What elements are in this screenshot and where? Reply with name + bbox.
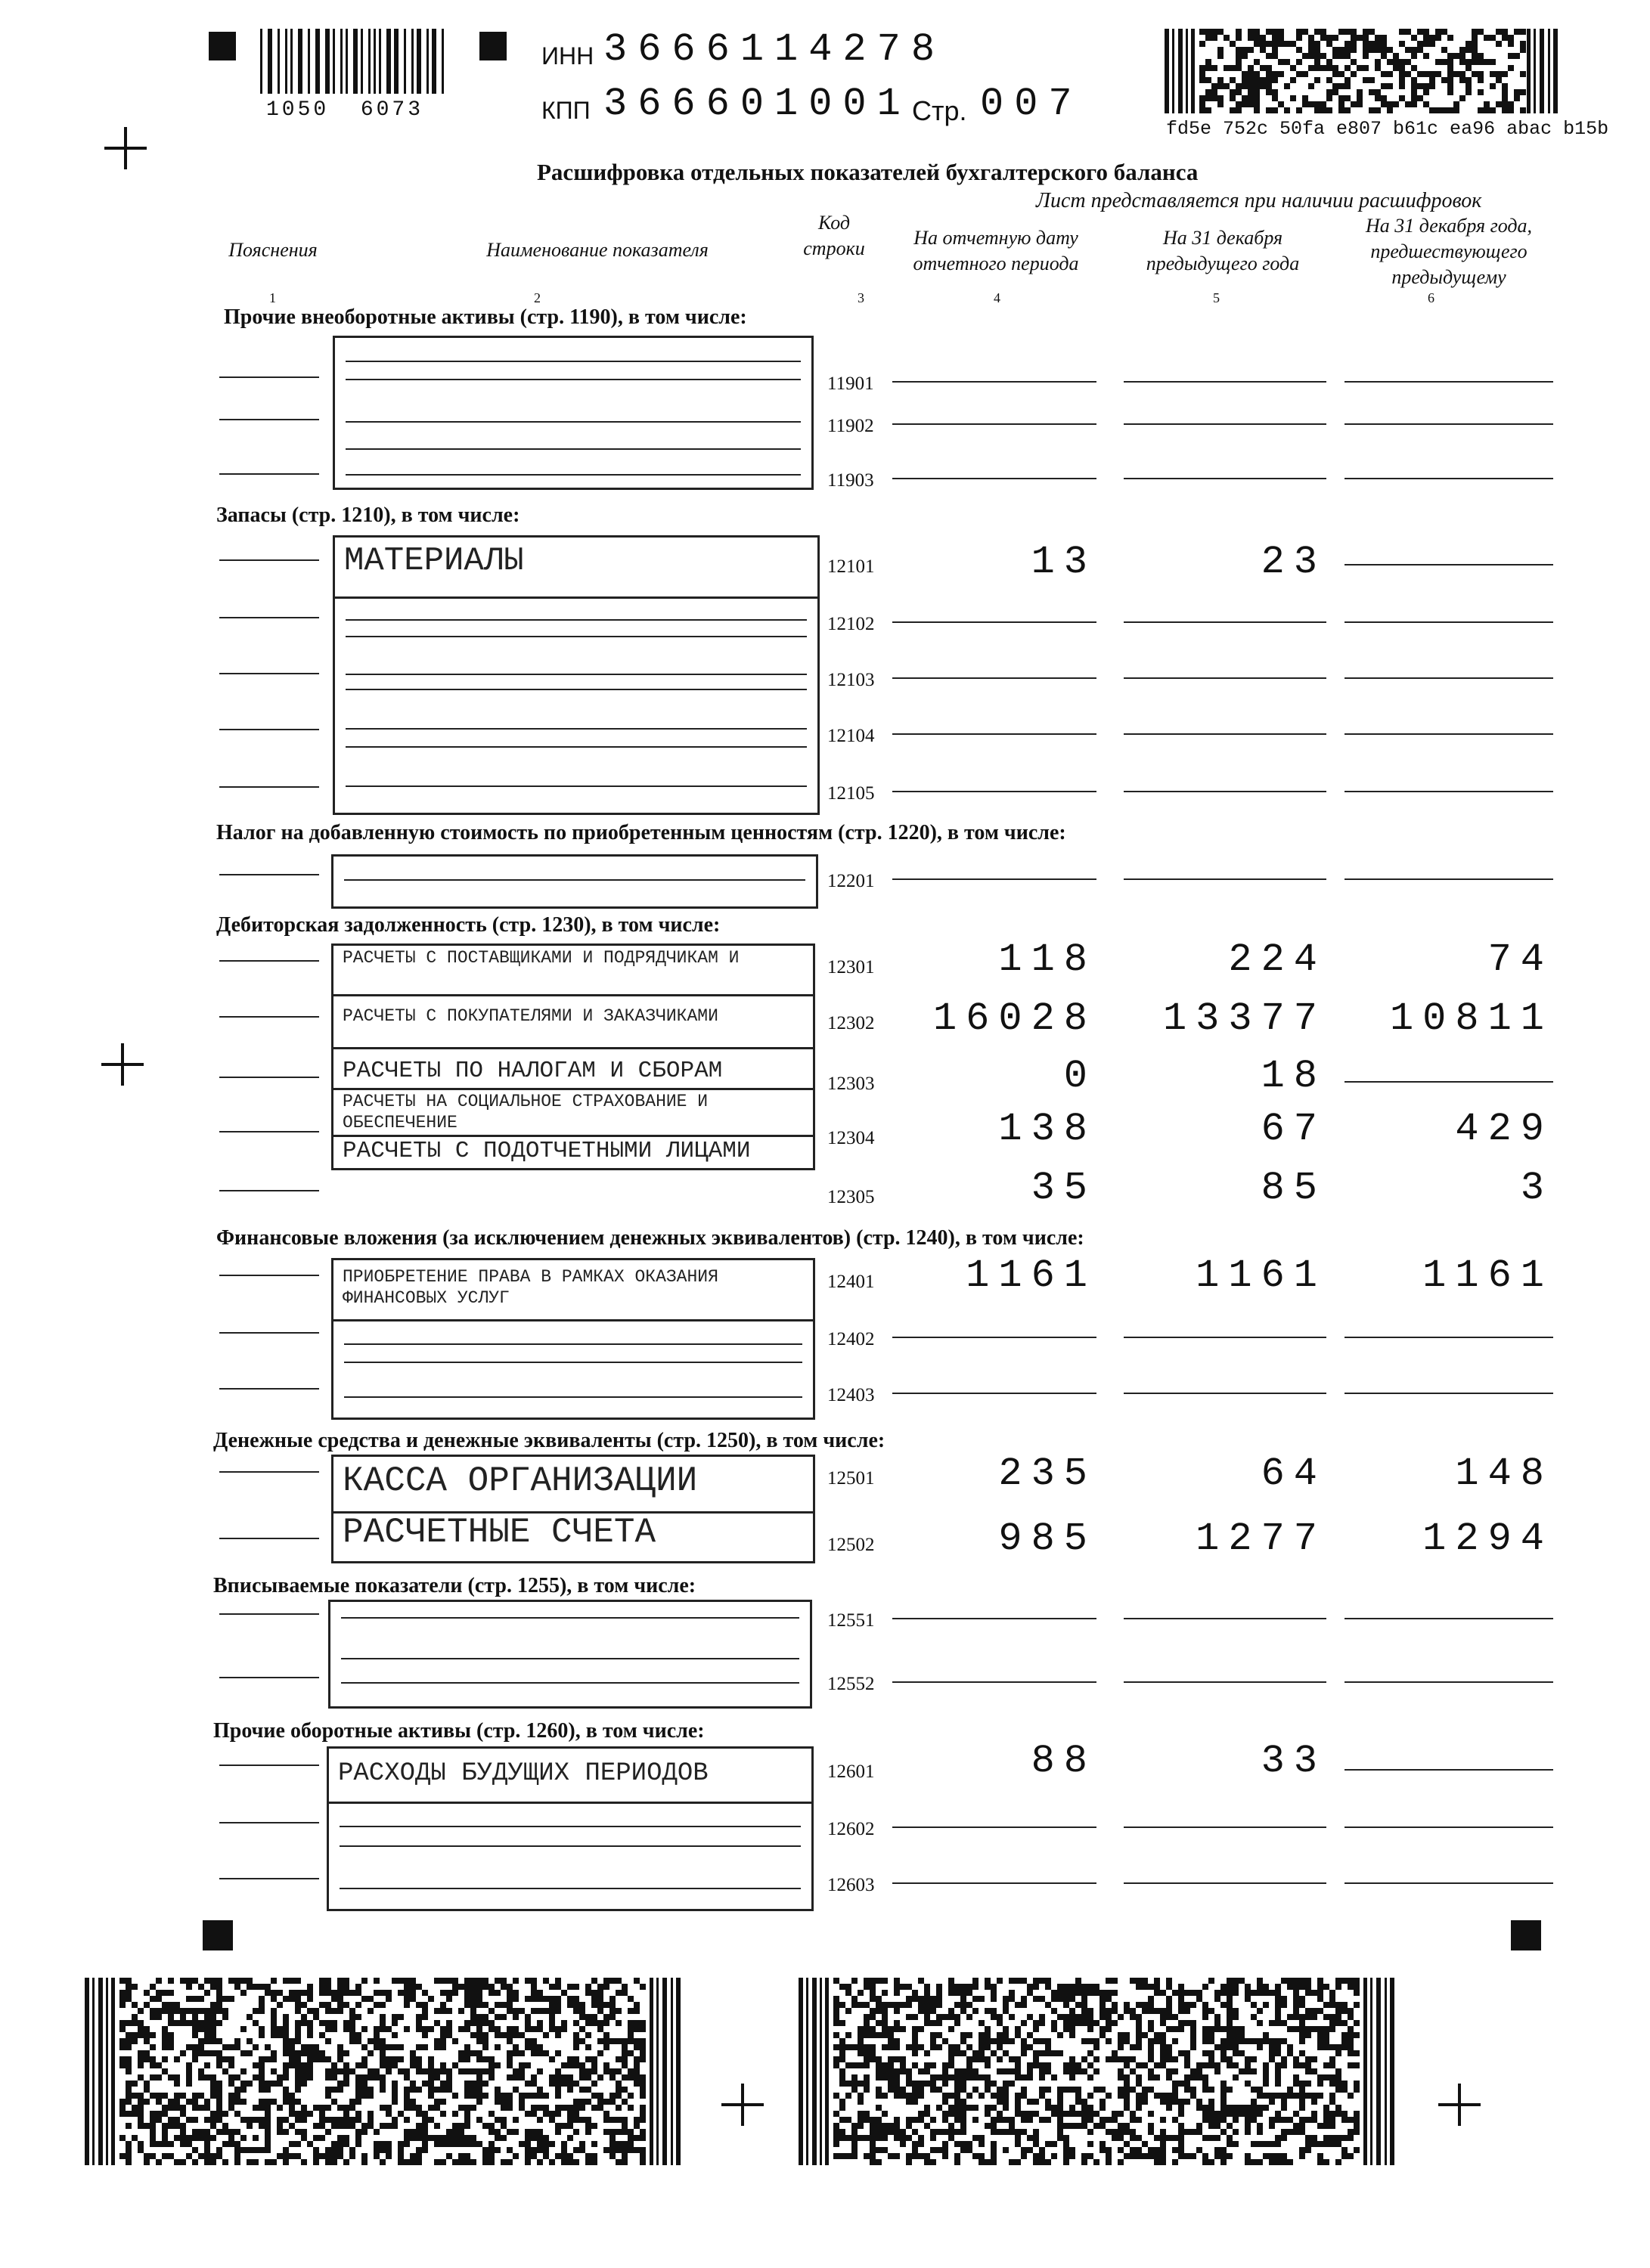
explanation-field	[219, 874, 319, 875]
indicator-value: 13377	[1162, 996, 1326, 1041]
indicator-names-box	[327, 1746, 814, 1911]
line-code: 11903	[827, 470, 874, 491]
crosshair-icon	[1438, 2084, 1481, 2126]
bottom-2d-barcode-right	[799, 1978, 1394, 2165]
page-label: Стр.	[912, 95, 967, 126]
indicator-value: 148	[1455, 1452, 1553, 1496]
empty-value-line	[892, 381, 1096, 383]
indicator-names-box	[331, 1455, 815, 1563]
explanation-field	[219, 729, 319, 730]
crosshair-icon	[101, 1043, 144, 1086]
column-number-5: 5	[1213, 290, 1220, 305]
line-code: 12402	[827, 1329, 875, 1349]
line-code: 12301	[827, 957, 875, 978]
empty-value-line	[1124, 733, 1326, 735]
line-code: 11901	[827, 373, 874, 394]
empty-value-line	[1124, 1393, 1326, 1394]
line-code: 12552	[827, 1674, 875, 1694]
line-code: 12403	[827, 1385, 875, 1405]
column-header-explanations: Пояснения	[228, 239, 318, 261]
indicator-value: 1277	[1196, 1517, 1326, 1561]
indicator-value: 1161	[966, 1253, 1096, 1298]
registration-mark-top-left	[209, 32, 236, 60]
indicator-value: 33	[1261, 1739, 1326, 1783]
line-code: 12102	[827, 614, 875, 634]
explanation-field	[219, 1822, 319, 1823]
explanation-field	[219, 1131, 319, 1132]
empty-value-line	[1124, 1882, 1326, 1884]
indicator-value: 85	[1261, 1166, 1326, 1210]
registration-mark-top-mid	[479, 32, 507, 60]
explanation-field	[219, 1077, 319, 1078]
barcode-number: 1050 6073	[266, 98, 424, 122]
indicator-name: РАСЧЕТЫ ПО НАЛОГАМ И СБОРАМ	[343, 1058, 723, 1084]
indicator-name: РАСЧЕТЫ С ПОСТАВЩИКАМИ И ПОДРЯДЧИКАМ И	[343, 948, 740, 968]
explanation-field	[219, 786, 319, 788]
explanation-field	[219, 1677, 319, 1678]
section-title-1260: Прочие оборотные активы (стр. 1260), в том числе:	[213, 1719, 705, 1743]
empty-value-line	[1124, 621, 1326, 623]
explanation-field	[219, 1275, 319, 1276]
explanation-field	[219, 1538, 319, 1539]
empty-value-line	[1124, 1826, 1326, 1828]
indicator-name: РАСЧЕТЫ С ПОДОТЧЕТНЫМИ ЛИЦАМИ	[343, 1138, 751, 1164]
empty-value-line	[1345, 423, 1553, 425]
line-code: 12501	[827, 1468, 875, 1489]
empty-value-line	[1124, 381, 1326, 383]
empty-value-line	[1345, 564, 1553, 565]
indicator-names-box	[333, 535, 820, 815]
column-header-name: Наименование показателя	[486, 239, 709, 261]
page-hash: fd5e 752c 50fa e807 b61c ea96 abac b15b	[1166, 118, 1609, 140]
section-title-1210: Запасы (стр. 1210), в том числе:	[216, 503, 520, 527]
bottom-2d-barcode-left	[85, 1978, 681, 2165]
empty-value-line	[892, 1681, 1096, 1683]
section-title-1255: Вписываемые показатели (стр. 1255), в том числе:	[213, 1574, 696, 1597]
kpp-label: КПП	[541, 97, 591, 124]
indicator-value: 16028	[932, 996, 1096, 1041]
empty-value-line	[1345, 1769, 1553, 1771]
indicator-name: МАТЕРИАЛЫ	[344, 542, 524, 580]
empty-value-line	[1124, 1618, 1326, 1619]
line-code: 12305	[827, 1187, 875, 1207]
empty-value-line	[892, 1337, 1096, 1338]
empty-value-line	[1345, 791, 1553, 792]
empty-value-line	[892, 791, 1096, 792]
column-number-6: 6	[1428, 290, 1434, 305]
indicator-name: КАССА ОРГАНИЗАЦИИ	[343, 1461, 698, 1501]
empty-value-line	[1345, 1882, 1553, 1884]
indicator-value: 64	[1261, 1452, 1326, 1496]
indicator-names-box	[328, 1600, 812, 1709]
indicator-value: 74	[1487, 937, 1553, 982]
empty-value-line	[1345, 677, 1553, 679]
section-title-1250: Денежные средства и денежные эквиваленты (стр. 1250), в том числе:	[213, 1429, 885, 1452]
indicator-value: 985	[998, 1517, 1096, 1561]
line-code: 12603	[827, 1875, 875, 1895]
column-header-code: Код строки	[803, 212, 865, 259]
registration-mark-bottom-right	[1511, 1920, 1541, 1950]
explanation-field	[219, 673, 319, 674]
registration-mark-bottom-left	[203, 1920, 233, 1950]
empty-value-line	[892, 1882, 1096, 1884]
empty-value-line	[1345, 621, 1553, 623]
explanation-field	[219, 473, 319, 475]
line-code: 12302	[827, 1013, 875, 1033]
empty-value-line	[1345, 733, 1553, 735]
empty-value-line	[1345, 1618, 1553, 1619]
line-code: 12104	[827, 726, 875, 746]
line-code: 12551	[827, 1610, 875, 1631]
column-header-preceding: На 31 декабря года, предшествующего предыдущему	[1365, 215, 1533, 288]
line-code: 12401	[827, 1272, 875, 1292]
indicator-value: 18	[1261, 1054, 1326, 1098]
indicator-value: 1161	[1422, 1253, 1553, 1298]
indicator-names-box	[333, 336, 814, 490]
column-number-3: 3	[858, 290, 864, 305]
indicator-value: 235	[998, 1452, 1096, 1496]
empty-value-line	[892, 478, 1096, 479]
crosshair-icon	[104, 127, 147, 169]
indicator-name: РАСЧЕТНЫЕ СЧЕТА	[343, 1513, 656, 1552]
indicator-value: 67	[1261, 1107, 1326, 1151]
indicator-name: ПРИОБРЕТЕНИЕ ПРАВА В РАМКАХ ОКАЗАНИЯ ФИНАНСОВЫХ УСЛУГ	[343, 1267, 718, 1308]
line-code: 12105	[827, 783, 875, 804]
page-title: Расшифровка отдельных показателей бухгалтерского баланса	[537, 159, 1199, 185]
indicator-value: 118	[998, 937, 1096, 982]
empty-value-line	[1345, 1681, 1553, 1683]
line-code: 12502	[827, 1535, 875, 1555]
explanation-field	[219, 1471, 319, 1473]
page-value: 007	[980, 82, 1083, 126]
empty-value-line	[892, 677, 1096, 679]
indicator-name: РАСЧЕТЫ С ПОКУПАТЕЛЯМИ И ЗАКАЗЧИКАМИ	[343, 1006, 718, 1026]
column-number-4: 4	[994, 290, 1000, 305]
explanation-field	[219, 1388, 319, 1390]
explanation-field	[219, 1190, 319, 1191]
indicator-name: РАСЧЕТЫ НА СОЦИАЛЬНОЕ СТРАХОВАНИЕ И ОБЕСПЕЧЕНИЕ	[343, 1092, 709, 1132]
empty-value-line	[1345, 381, 1553, 383]
explanation-field	[219, 1765, 319, 1766]
indicator-value: 1294	[1422, 1517, 1553, 1561]
empty-value-line	[892, 621, 1096, 623]
empty-value-line	[1345, 1393, 1553, 1394]
indicator-value: 35	[1031, 1166, 1096, 1210]
column-header-previous: На 31 декабря предыдущего года	[1146, 227, 1300, 274]
empty-value-line	[1124, 878, 1326, 880]
empty-value-line	[1124, 478, 1326, 479]
section-title-1220: Налог на добавленную стоимость по приобретенным ценностям (стр. 1220), в том числе:	[216, 821, 1066, 844]
section-title-1190: Прочие внеоборотные активы (стр. 1190), в том числе:	[224, 305, 747, 329]
explanation-field	[219, 376, 319, 378]
line-code: 12303	[827, 1074, 875, 1094]
top-2d-barcode	[1165, 29, 1558, 113]
indicator-value: 0	[1063, 1054, 1096, 1098]
explanation-field	[219, 559, 319, 561]
indicator-names-box	[331, 1258, 815, 1420]
indicator-value: 13	[1031, 540, 1096, 584]
indicator-value: 3	[1520, 1166, 1553, 1210]
column-number-1: 1	[269, 290, 276, 305]
indicator-name: РАСХОДЫ БУДУЩИХ ПЕРИОДОВ	[338, 1759, 709, 1788]
empty-value-line	[1124, 423, 1326, 425]
inn-label: ИНН	[541, 42, 594, 70]
section-title-1240: Финансовые вложения (за исключением денежных эквивалентов) (стр. 1240), в том числе:	[216, 1226, 1084, 1250]
empty-value-line	[1345, 1337, 1553, 1338]
empty-value-line	[892, 1393, 1096, 1394]
line-code: 12101	[827, 556, 875, 577]
inn-value: 3666114278	[603, 27, 946, 72]
indicator-value: 224	[1228, 937, 1326, 982]
explanation-field	[219, 419, 319, 420]
indicator-value: 88	[1031, 1739, 1096, 1783]
explanation-field	[219, 1016, 319, 1018]
empty-value-line	[1124, 677, 1326, 679]
explanation-field	[219, 960, 319, 962]
indicator-value: 10811	[1389, 996, 1553, 1041]
empty-value-line	[1345, 1826, 1553, 1828]
column-number-2: 2	[534, 290, 541, 305]
indicator-value: 23	[1261, 540, 1326, 584]
linear-barcode	[260, 29, 448, 97]
indicator-names-box	[331, 943, 815, 1170]
line-code: 12103	[827, 670, 875, 690]
empty-value-line	[1345, 878, 1553, 880]
empty-value-line	[1124, 1337, 1326, 1338]
empty-value-line	[892, 878, 1096, 880]
empty-value-line	[1345, 478, 1553, 479]
column-header-current: На отчетную дату отчетного периода	[913, 227, 1079, 274]
empty-value-line	[892, 733, 1096, 735]
empty-value-line	[1124, 791, 1326, 792]
line-code: 12201	[827, 871, 875, 891]
page-subtitle: Лист представляется при наличии расшифровок	[1036, 189, 1482, 212]
empty-value-line	[892, 423, 1096, 425]
empty-value-line	[1124, 1681, 1326, 1683]
kpp-value: 366601001	[603, 82, 911, 126]
empty-value-line	[892, 1826, 1096, 1828]
indicator-value: 429	[1455, 1107, 1553, 1151]
empty-value-line	[1345, 1081, 1553, 1083]
indicator-value: 138	[998, 1107, 1096, 1151]
explanation-field	[219, 617, 319, 618]
line-code: 12601	[827, 1761, 875, 1782]
line-code: 11902	[827, 416, 874, 436]
section-title-1230: Дебиторская задолженность (стр. 1230), в том числе:	[216, 913, 721, 937]
indicator-names-box	[331, 854, 818, 909]
empty-value-line	[892, 1618, 1096, 1619]
indicator-value: 1161	[1196, 1253, 1326, 1298]
line-code: 12304	[827, 1128, 875, 1148]
explanation-field	[219, 1613, 319, 1615]
line-code: 12602	[827, 1819, 875, 1839]
explanation-field	[219, 1332, 319, 1334]
crosshair-icon	[721, 2084, 764, 2126]
explanation-field	[219, 1878, 319, 1879]
